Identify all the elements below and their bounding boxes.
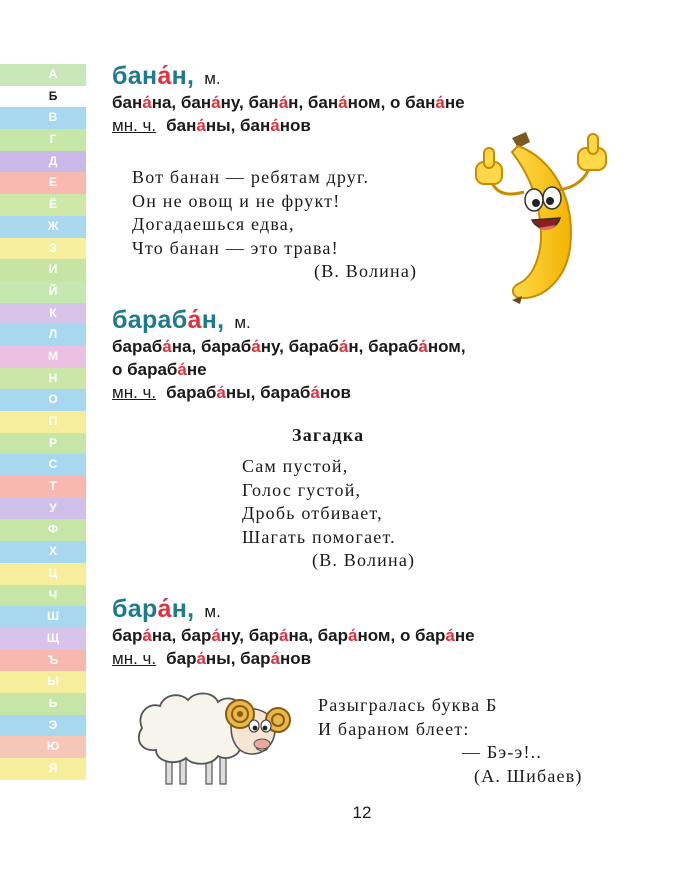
poem-author: (В. Волина) <box>314 261 418 281</box>
word-form: бана́н, <box>248 93 308 112</box>
alphabet-letter: О <box>0 389 86 411</box>
word-form: о бараба́не <box>112 360 207 379</box>
poem-line: Вот банан — ребятам друг. <box>132 167 370 187</box>
word-form: бараба́ном, <box>368 337 466 356</box>
word-form: бараба́ны, <box>166 383 261 402</box>
page-number: 12 <box>352 803 372 822</box>
alphabet-letter: Е <box>0 172 86 194</box>
plural-forms <box>112 114 465 137</box>
plural-tag: мн. ч. <box>112 116 157 135</box>
alphabet-letter: З <box>0 238 86 260</box>
alphabet-letter: Т <box>0 476 86 498</box>
alphabet-letter: У <box>0 498 86 520</box>
word-form: бараба́на, <box>112 337 201 356</box>
poem-line: — Бэ-э!.. <box>462 742 543 762</box>
case-forms <box>112 335 466 358</box>
banana-illustration <box>472 128 622 306</box>
alphabet-index <box>0 64 86 780</box>
entry-banan <box>112 62 465 137</box>
case-forms-continued <box>112 358 466 381</box>
alphabet-letter: В <box>0 107 86 129</box>
case-forms <box>112 624 475 647</box>
alphabet-letter: Ж <box>0 216 86 238</box>
alphabet-letter: Ч <box>0 585 86 607</box>
poem-line: Голос густой, <box>242 479 362 500</box>
gender-label: м. <box>234 313 251 332</box>
headword-line <box>112 306 466 335</box>
alphabet-letter: П <box>0 411 86 433</box>
alphabet-letter: Д <box>0 151 86 173</box>
alphabet-letter: С <box>0 454 86 476</box>
word-form: бара́нов <box>240 649 312 668</box>
alphabet-letter: А <box>0 64 86 86</box>
alphabet-letter: Ъ <box>0 650 86 672</box>
poem-line: Сам пустой, <box>242 456 349 476</box>
word-form: бараба́ну, <box>200 337 289 356</box>
alphabet-letter: Л <box>0 324 86 346</box>
gender-label: м. <box>204 69 221 88</box>
word-form: о бана́не <box>390 93 465 112</box>
alphabet-letter: Б <box>0 86 86 108</box>
word-form: бараба́н, <box>288 337 369 356</box>
alphabet-letter: Ю <box>0 736 86 758</box>
entry-baran <box>112 595 475 670</box>
word-form: бара́ну, <box>180 626 249 645</box>
word-form: бана́ном, <box>307 93 391 112</box>
headword: бараба́н, <box>112 306 225 334</box>
plural-tag: мн. ч. <box>112 383 157 402</box>
alphabet-letter: Э <box>0 715 86 737</box>
alphabet-letter: К <box>0 303 86 325</box>
alphabet-letter: Х <box>0 541 86 563</box>
poem-baran <box>318 694 583 788</box>
alphabet-letter: Ц <box>0 563 86 585</box>
word-form: о бара́не <box>399 626 475 645</box>
word-form: бара́на, <box>112 626 181 645</box>
ram-illustration <box>128 684 298 790</box>
word-form: бана́ну, <box>180 93 249 112</box>
word-form: бараба́нов <box>260 383 351 402</box>
entry-baraban <box>112 306 466 404</box>
plural-forms <box>112 381 466 404</box>
headword-line <box>112 62 465 91</box>
headword: бара́н, <box>112 595 195 623</box>
plural-tag: мн. ч. <box>112 649 157 668</box>
word-form: бара́ном, <box>317 626 400 645</box>
plural-forms <box>112 647 475 670</box>
alphabet-letter: Щ <box>0 628 86 650</box>
poem-author: (А. Шибаев) <box>474 765 583 786</box>
alphabet-letter: Р <box>0 433 86 455</box>
poem-line: Шагать помогает. <box>242 526 396 547</box>
alphabet-letter: Н <box>0 368 86 390</box>
alphabet-letter: Г <box>0 129 86 151</box>
case-forms <box>112 91 465 114</box>
poem-line: Он не овощ и не фрукт! <box>132 190 341 211</box>
headword-line <box>112 595 475 624</box>
word-form: бана́на, <box>112 93 181 112</box>
poem-banan <box>132 166 417 284</box>
word-form: бара́ны, <box>166 649 241 668</box>
alphabet-letter: И <box>0 259 86 281</box>
alphabet-letter: М <box>0 346 86 368</box>
alphabet-letter: Й <box>0 281 86 303</box>
poem-author: (В. Волина) <box>312 550 416 570</box>
alphabet-letter: Я <box>0 758 86 780</box>
poem-line: Что банан — это трава! <box>132 237 339 258</box>
alphabet-letter: Ф <box>0 519 86 541</box>
gender-label: м. <box>204 602 221 621</box>
word-form: бана́ны, <box>166 116 241 135</box>
word-form: бана́нов <box>240 116 311 135</box>
headword: бана́н, <box>112 62 195 90</box>
alphabet-letter: Ё <box>0 194 86 216</box>
poem-line: Разыгралась буква Б <box>318 695 498 715</box>
alphabet-letter: Ш <box>0 606 86 628</box>
alphabet-letter: Ь <box>0 693 86 715</box>
riddle-title: Загадка <box>292 425 365 445</box>
poem-line: Догадаешься едва, <box>132 214 295 234</box>
poem-line: И бараном блеет: <box>318 718 470 739</box>
poem-baraban <box>242 455 415 573</box>
poem-line: Дробь отбивает, <box>242 503 383 523</box>
word-form: бара́на, <box>248 626 318 645</box>
alphabet-letter: Ы <box>0 671 86 693</box>
